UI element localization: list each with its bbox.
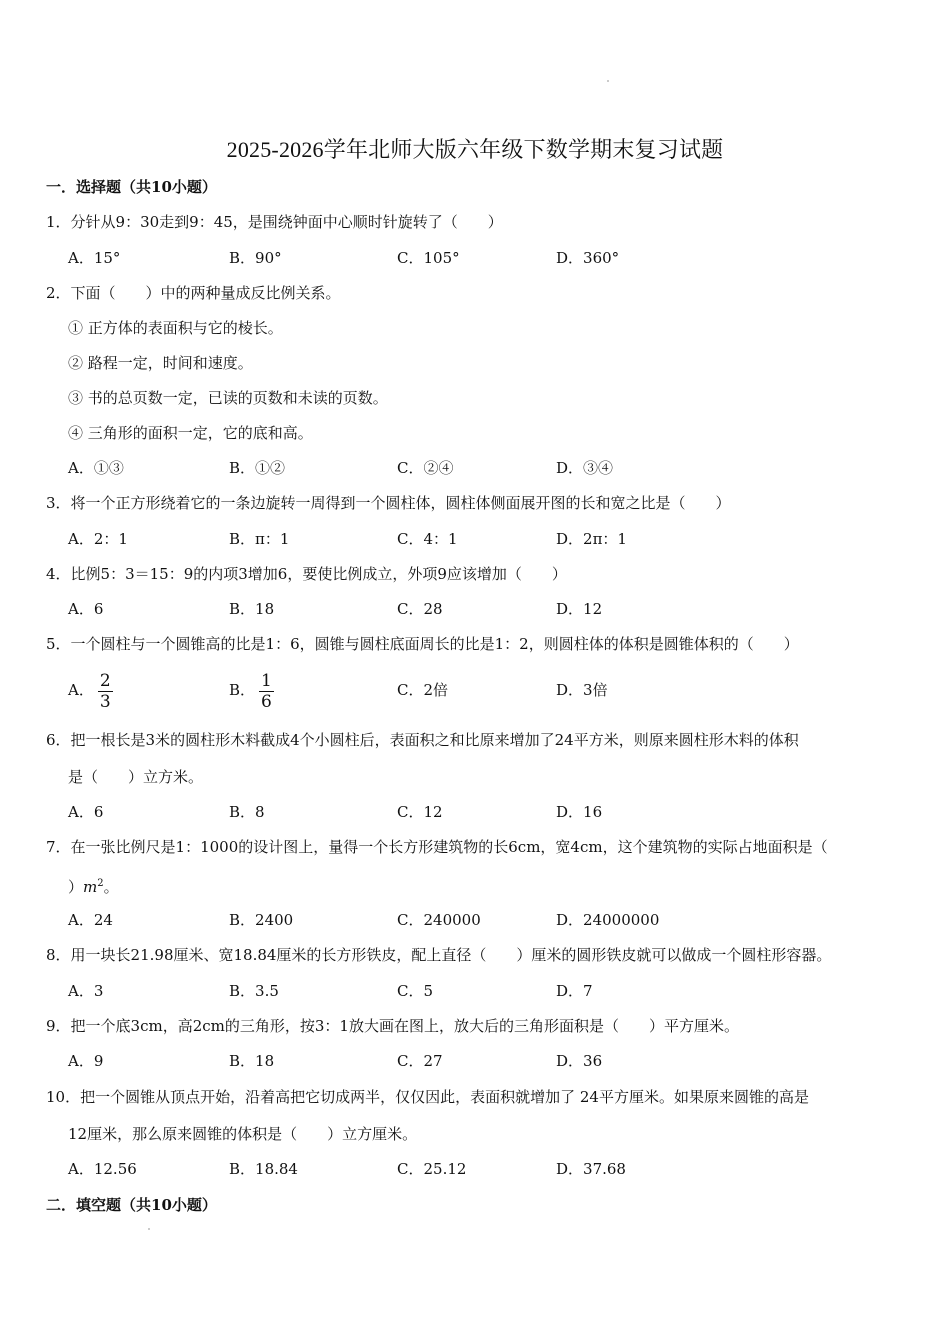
fraction-numerator: 1	[261, 670, 272, 691]
q4-option-b: B．18	[229, 600, 275, 618]
q3-option-d: D．2π：1	[556, 530, 627, 548]
q3-option-a: A．2：1	[68, 530, 128, 548]
fraction-two-thirds	[98, 671, 113, 712]
q1-option-c: C．105°	[397, 249, 460, 267]
question-2-statement-3: ③ 书的总页数一定，已读的页数和未读的页数。	[68, 389, 388, 407]
q10-option-b: B．18.84	[229, 1160, 298, 1178]
q4-option-d: D．12	[556, 600, 603, 618]
q7-option-d: D．24000000	[556, 911, 660, 929]
q9-option-c: C．27	[397, 1052, 443, 1070]
q2-option-d: D．③④	[556, 459, 614, 477]
q6-option-d: D．16	[556, 803, 603, 821]
question-1-stem: 1．分针从9：30走到9：45，是围绕钟面中心顺时针旋转了（ ）	[46, 213, 503, 231]
question-2-statement-4: ④ 三角形的面积一定，它的底和高。	[68, 424, 313, 442]
fraction-denominator: 6	[261, 691, 272, 712]
question-3-stem: 3．将一个正方形绕着它的一条边旋转一周得到一个圆柱体，圆柱体侧面展开图的长和宽之比是（ ）	[46, 494, 731, 512]
question-7-stem-line2	[68, 872, 119, 899]
q7-unit-m: m	[83, 878, 98, 896]
q1-option-b: B．90°	[229, 249, 282, 267]
q8-option-b: B．3.5	[229, 982, 279, 1000]
question-6-stem-line1: 6．把一根长是3米的圆柱形木料截成4个小圆柱后，表面积之和比原来增加了24平方米，则原来圆柱形木料的体积	[46, 731, 799, 749]
question-9-stem: 9．把一个底3cm，高2cm的三角形，按3：1放大画在图上，放大后的三角形面积是（ ）平方厘米。	[46, 1017, 739, 1035]
question-6-stem-line2: 是（ ）立方米。	[68, 768, 204, 786]
q8-option-c: C．5	[397, 982, 434, 1000]
q4-option-a: A．6	[68, 600, 104, 618]
q7-option-a: A．24	[68, 911, 113, 929]
question-4-stem: 4．比例5：3＝15：9的内项3增加6，要使比例成立，外项9应该增加（ ）	[46, 565, 567, 583]
fraction-denominator: 3	[99, 691, 111, 712]
q5-option-b-label: B．	[229, 681, 256, 699]
q10-option-a: A．12.56	[68, 1160, 137, 1178]
q5-option-a-label: A．	[68, 681, 94, 699]
q9-option-d: D．36	[556, 1052, 603, 1070]
q9-option-b: B．18	[229, 1052, 275, 1070]
q5-option-d: D．3倍	[556, 681, 608, 699]
question-7-stem-line1: 7．在一张比例尺是1：1000的设计图上，量得一个长方形建筑物的长6cm，宽4cm，这个建筑物的实际占地面积是（	[46, 838, 828, 856]
q7-unit-exponent: 2	[97, 878, 104, 889]
question-8-stem: 8．用一块长21.98厘米、宽18.84厘米的长方形铁皮，配上直径（ ）厘米的圆形铁皮就可以做成一个圆柱形容器。	[46, 946, 832, 964]
q9-option-a: A．9	[68, 1052, 104, 1070]
question-10-stem-line2: 12厘米，那么原来圆锥的体积是（ ）立方厘米。	[68, 1125, 418, 1143]
question-5-stem: 5．一个圆柱与一个圆锥高的比是1：6，圆锥与圆柱底面周长的比是1：2，则圆柱体的体积是圆锥体积的（ ）	[46, 635, 799, 653]
q2-option-b: B．①②	[229, 459, 286, 477]
q1-option-d: D．360°	[556, 249, 620, 267]
q5-option-b	[229, 668, 274, 712]
q7-period: 。	[103, 878, 119, 896]
q8-option-d: D．7	[556, 982, 593, 1000]
fraction-one-sixth	[259, 671, 274, 712]
question-2-stem: 2．下面（ ）中的两种量成反比例关系。	[46, 284, 341, 302]
q2-option-c: C．②④	[397, 459, 454, 477]
section-heading-fill-in: 二．填空题（共10小题）	[46, 1196, 217, 1214]
scan-dot	[607, 80, 609, 82]
q10-option-d: D．37.68	[556, 1160, 626, 1178]
q5-option-a	[68, 668, 113, 712]
q7-option-b: B．2400	[229, 911, 294, 929]
q3-option-c: C．4：1	[397, 530, 458, 548]
fraction-numerator: 2	[99, 670, 111, 691]
question-2-statement-1: ① 正方体的表面积与它的棱长。	[68, 319, 283, 337]
q7-paren-close: ）	[68, 878, 84, 896]
q7-option-c: C．240000	[397, 911, 481, 929]
q6-option-c: C．12	[397, 803, 443, 821]
q2-option-a: A．①③	[68, 459, 124, 477]
question-10-stem-line1: 10．把一个圆锥从顶点开始，沿着高把它切成两半，仅仅因此，表面积就增加了 24平方厘米。如果原来圆锥的高是	[46, 1088, 809, 1106]
q10-option-c: C．25.12	[397, 1160, 467, 1178]
q6-option-a: A．6	[68, 803, 104, 821]
page-title: 2025-2026学年北师大版六年级下数学期末复习试题	[226, 137, 724, 162]
q8-option-a: A．3	[68, 982, 104, 1000]
q3-option-b: B．π：1	[229, 530, 290, 548]
question-2-statement-2: ② 路程一定，时间和速度。	[68, 354, 253, 372]
q6-option-b: B．8	[229, 803, 265, 821]
q4-option-c: C．28	[397, 600, 443, 618]
q5-option-c: C．2倍	[397, 681, 449, 699]
q1-option-a: A．15°	[68, 249, 121, 267]
scan-dot	[148, 1228, 150, 1230]
section-heading-choice: 一．选择题（共10小题）	[46, 178, 217, 196]
